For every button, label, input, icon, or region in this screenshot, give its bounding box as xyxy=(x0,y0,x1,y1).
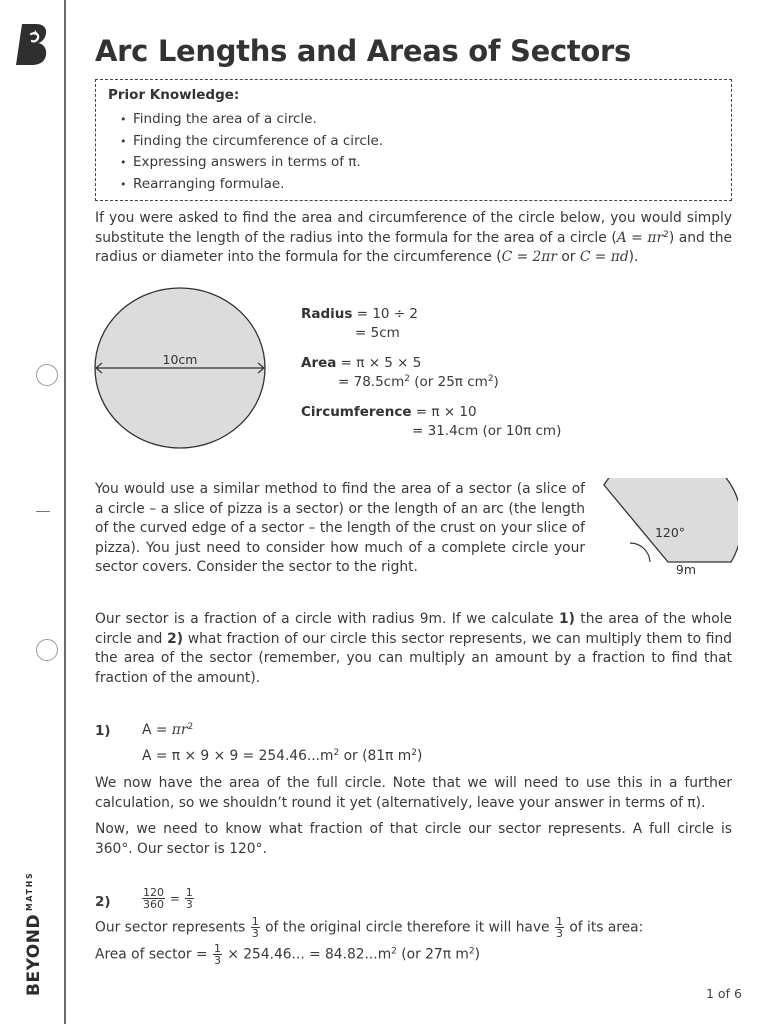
circumference-calc: Circumference = π × 10 xyxy=(301,404,477,420)
angle-arc xyxy=(630,543,650,562)
fraction-120-360: $\frac{120}{360}$ xyxy=(143,886,164,911)
area-result: = $78.5cm^2$ (or 25π $cm^2$) xyxy=(338,374,499,390)
prior-item: • Finding the circumference of a circle. xyxy=(108,131,731,153)
punch-hole-bottom xyxy=(36,639,58,661)
circumference-result: = 31.4cm (or 10π cm) xyxy=(412,423,562,439)
margin-line xyxy=(64,0,66,1024)
brand-wordmark xyxy=(24,871,44,996)
prior-item: • Rearranging formulae. xyxy=(108,174,731,196)
diameter-label: 10cm xyxy=(162,352,198,367)
page-title: Arc Lengths and Areas of Sectors xyxy=(95,34,631,68)
beyond-logo-icon xyxy=(14,22,50,66)
radius-calc: Radius = 10 ÷ 2 xyxy=(301,306,419,322)
sector-angle-label: 120° xyxy=(654,525,686,540)
sector-radius-label: 9m xyxy=(675,562,697,577)
step-1-formula: $A = \pi r^2$ xyxy=(142,722,194,738)
brand-sub: MATHS xyxy=(25,871,34,911)
prior-item: • Expressing answers in terms of π. xyxy=(108,152,731,174)
brand-name: BEYOND xyxy=(24,913,44,996)
circle-diagram xyxy=(92,286,270,452)
step-2-number: 2) xyxy=(95,894,111,910)
sector-paragraph: You would use a similar method to find the area of a sector (a slice of a circle – a slice of pizza is a sector) or the length of an arc (the length of the curved edge of a sector – the length of the crust on your slice of pizza). You just need to consider how much of a complete circle your sector covers. Consider the sector to the right. xyxy=(95,481,585,575)
radius-result: = 5cm xyxy=(355,325,400,341)
fraction-paragraph: Our sector is a fraction of a circle with radius 9m. If we calculate 1) the area of the whole circle and 2) what fraction of our circle this sector represents, we can multiply them to find the area of the sector (remember, you can multiply an amount by a fraction to find that fraction of the amount). xyxy=(95,611,732,686)
step-2-line-1: Our sector represents $\frac{1}{3}$ of the original circle therefore it will have $\frac{1}{3}$ of its area: xyxy=(95,915,644,940)
fold-mark xyxy=(36,511,50,512)
fraction-one-third: $\frac{1}{3}$ xyxy=(185,886,193,911)
area-calc: Area = π × 5 × 5 xyxy=(301,355,422,371)
step-1-calculation: $A = \pi \times 9 \times 9 = 254.46...m^2$ or (81π $m^2$) xyxy=(142,748,423,764)
step-2-line-2: Area of sector = $\frac{1}{3}$ × 254.46... = $84.82...m^2$ (or 27π $m^2$) xyxy=(95,942,480,967)
page-number: 1 of 6 xyxy=(706,986,742,1001)
note-paragraph-1: We now have the area of the full circle. Note that we will need to use this in a further calculation, so we shouldn’t round it yet (alternatively, leave your answer in terms of π). xyxy=(95,775,732,811)
intro-paragraph: If you were asked to find the area and circumference of the circle below, you would simply substitute the length of the radius into the formula for the area of a circle $(A = \pi r^2)$ and the radius or diameter into the formula for the circumference (C = 2πr or C = πd). xyxy=(95,210,732,265)
step-1-number: 1) xyxy=(95,723,111,739)
prior-knowledge-box xyxy=(95,79,732,201)
step-2-fraction: $\frac{120}{360}$ = $\frac{1}{3}$ xyxy=(143,886,193,911)
sector-diagram xyxy=(598,478,738,578)
prior-item: • Finding the area of a circle. xyxy=(108,109,731,131)
note-paragraph-2: Now, we need to know what fraction of that circle our sector represents. A full circle is 360°. Our sector is 120°. xyxy=(95,821,732,857)
punch-hole-top xyxy=(36,364,58,386)
prior-knowledge-heading: Prior Knowledge: xyxy=(108,87,240,103)
prior-knowledge-list xyxy=(108,109,731,195)
sector-shape xyxy=(604,478,738,562)
